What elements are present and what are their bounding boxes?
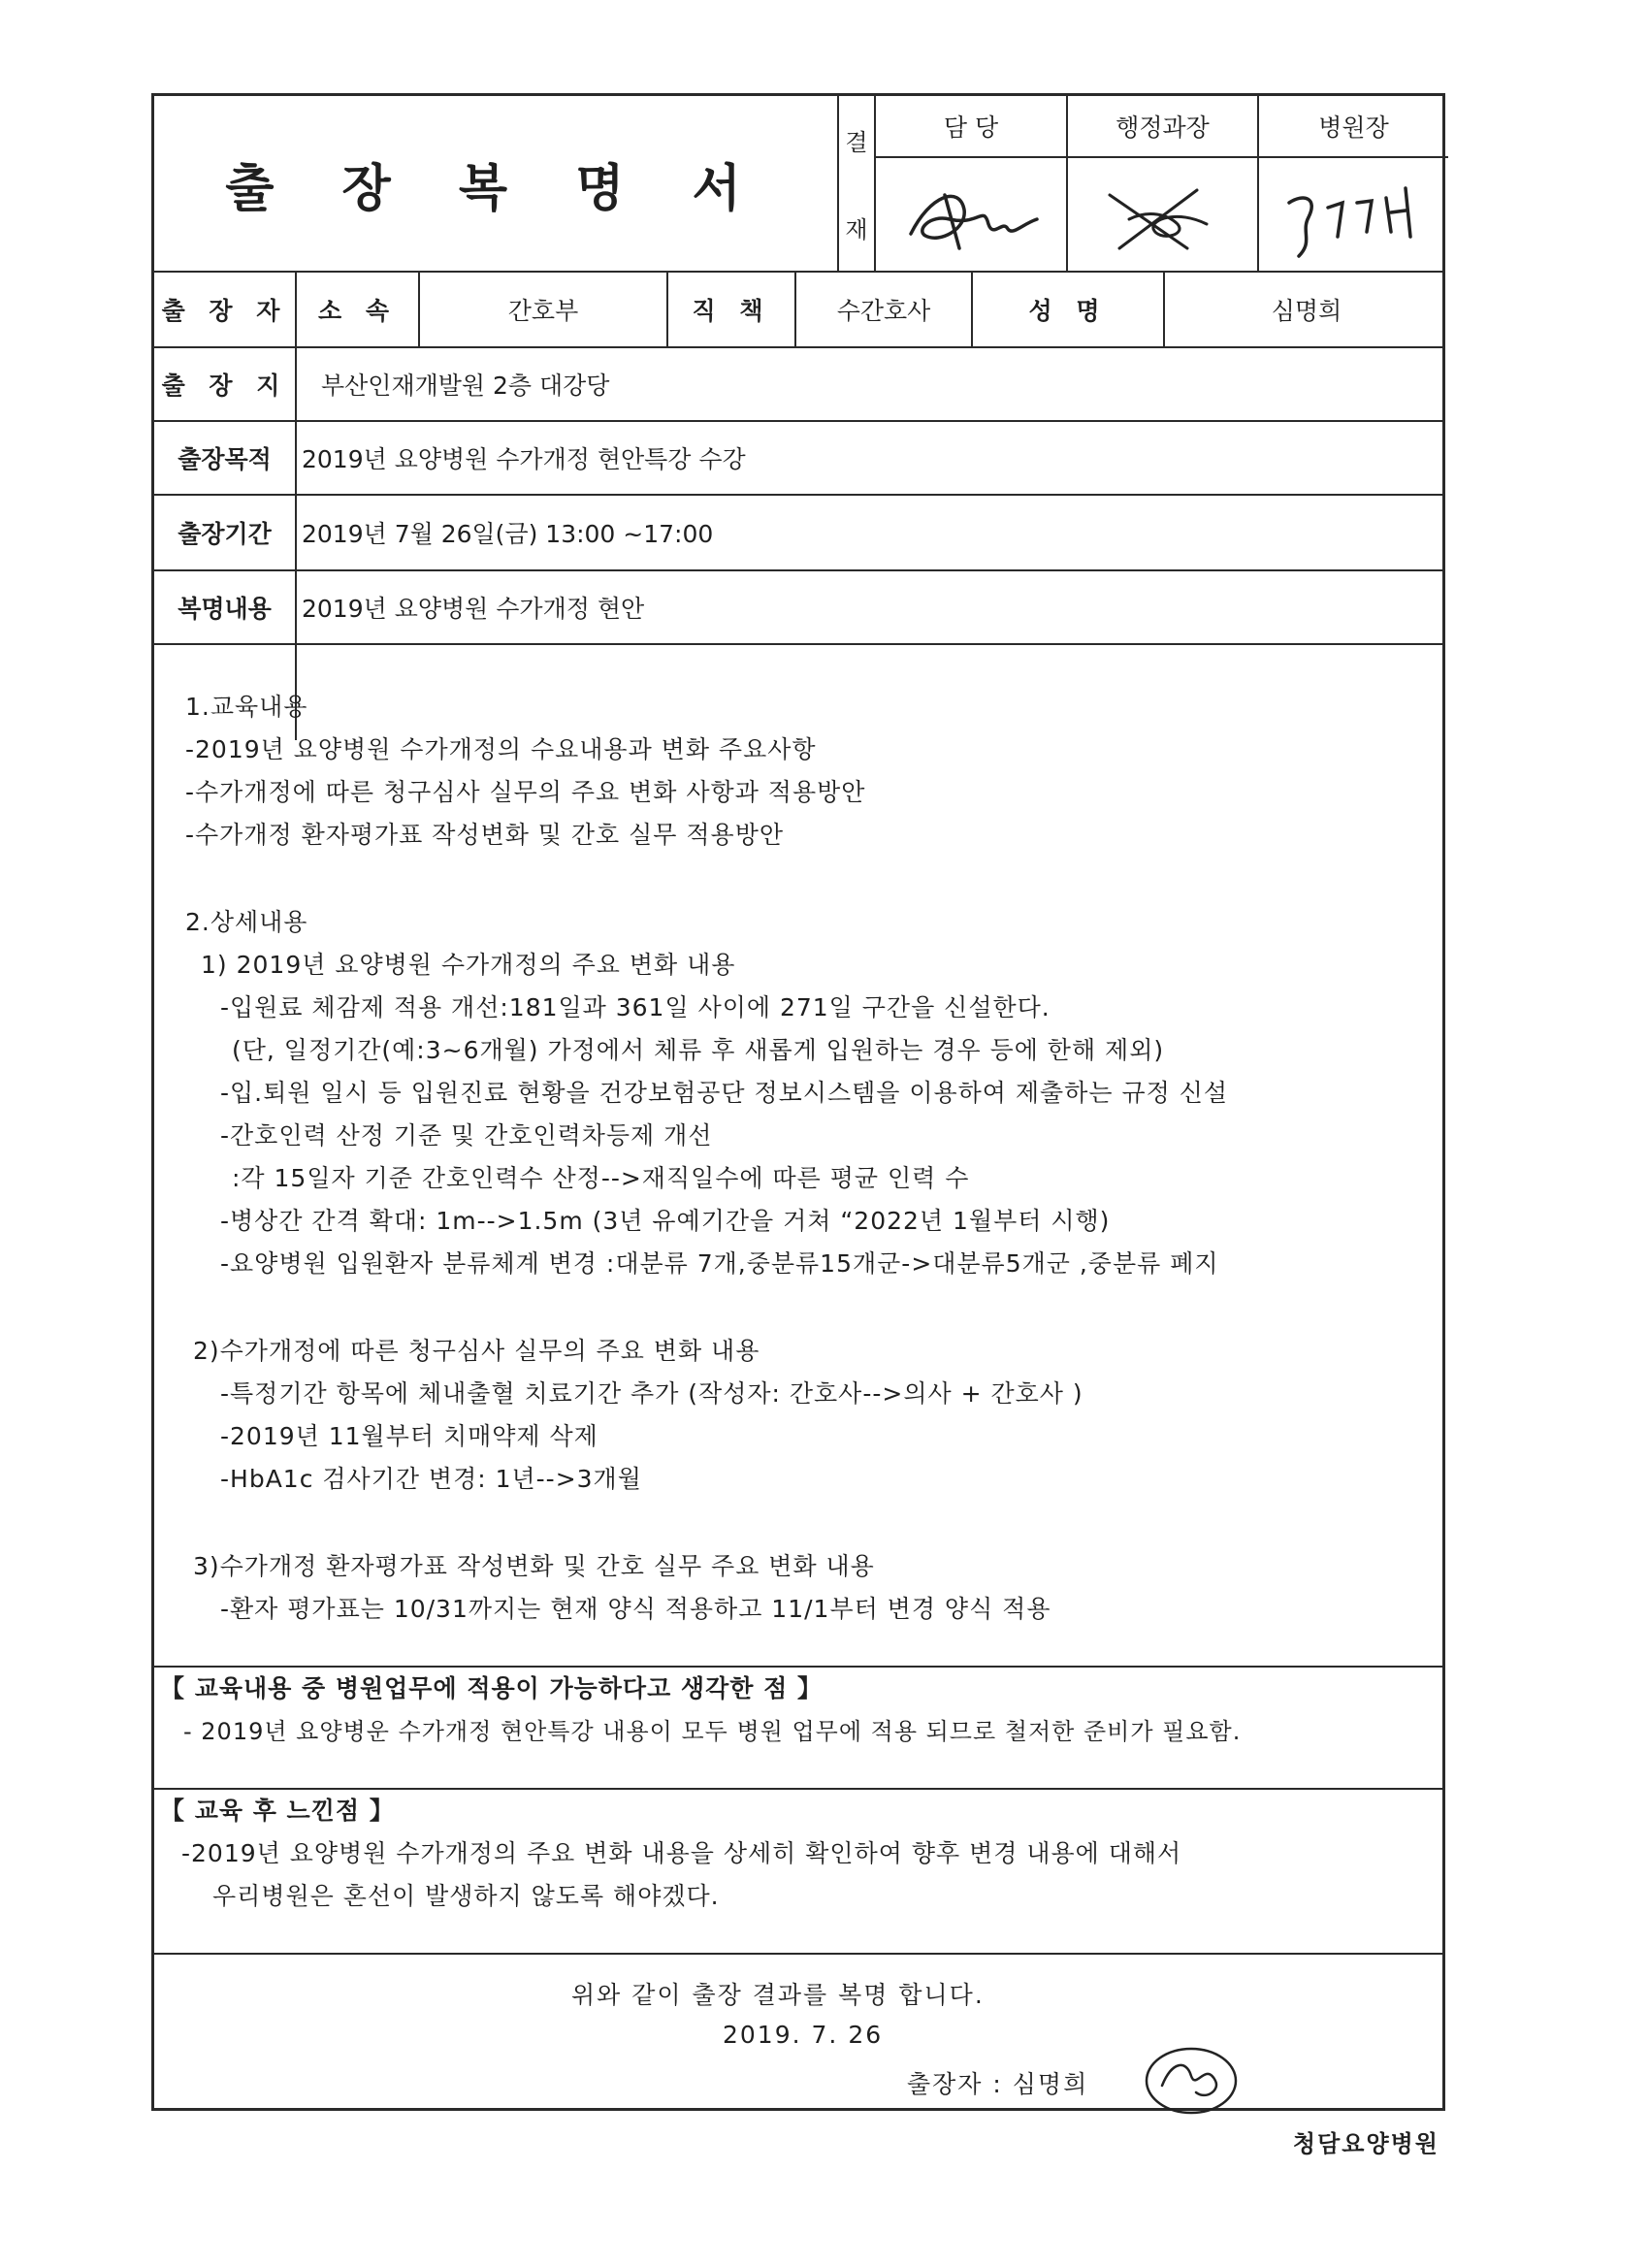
divider	[874, 156, 1448, 158]
content-line: -입.퇴원 일시 등 입원진료 현황을 건강보험공단 정보시스템을 이용하여 제출하는 규정 신설	[220, 1079, 1228, 1107]
impressions-line: 우리병원은 혼선이 발생하지 않도록 해야겠다.	[212, 1882, 720, 1910]
content-line: -HbA1c 검사기간 변경: 1년-->3개월	[220, 1465, 642, 1493]
content-line: (단, 일정기간(예:3~6개월) 가정에서 체류 후 새롭게 입원하는 경우 등에 한해 제외)	[232, 1036, 1165, 1064]
report-value: 2019년 요양병원 수가개정 현안	[302, 595, 645, 623]
applicable-heading: 【 교육내용 중 병원업무에 적용이 가능하다고 생각한 점 】	[160, 1674, 823, 1702]
divider	[154, 1666, 1442, 1668]
footer-statement: 위와 같이 출장 결과를 복명 합니다.	[571, 1981, 985, 2009]
signature-director	[1270, 164, 1439, 266]
signer-stamp	[1138, 2042, 1245, 2120]
approval-label-top: 결	[845, 128, 868, 156]
content-line: -수가개정에 따른 청구심사 실무의 주요 변화 사항과 적용방안	[185, 778, 866, 806]
destination-label: 출 장 지	[161, 372, 288, 400]
divider	[154, 1953, 1442, 1955]
approval-label-bottom: 재	[845, 215, 868, 243]
content-line: -수가개정 환자평가표 작성변화 및 간호 실무 적용방안	[185, 821, 785, 849]
traveler-label: 출 장 자	[161, 297, 288, 325]
impressions-line: -2019년 요양병원 수가개정의 주요 변화 내용을 상세히 확인하여 향후 변경 내용에 대해서	[181, 1839, 1182, 1867]
footer-signer: 출장자 : 심명희	[907, 2070, 1089, 2098]
content-line: -요양병원 입원환자 분류체계 변경 :대분류 7개,중분류15개군->대분류5개군 ,중분류 폐지	[220, 1249, 1219, 1278]
approval-col-admin-manager: 행정과장	[1116, 113, 1210, 142]
divider	[154, 643, 1442, 645]
content-line: -2019년 11월부터 치매약제 삭제	[220, 1422, 598, 1450]
content-line: -특정기간 항목에 체내출혈 치료기간 추가 (작성자: 간호사-->의사 + 간호사 )	[220, 1379, 1083, 1408]
content-line: 1.교육내용	[185, 693, 308, 721]
hospital-name: 청담요양병원	[1292, 2130, 1439, 2157]
footer-date: 2019. 7. 26	[723, 2021, 884, 2049]
content-line: 2.상세내용	[185, 908, 308, 936]
dept-label: 소 속	[317, 297, 397, 325]
content-line: -환자 평가표는 10/31까지는 현재 양식 적용하고 11/1부터 변경 양식 적용	[220, 1595, 1051, 1623]
impressions-heading: 【 교육 후 느낀점 】	[160, 1797, 395, 1825]
purpose-value: 2019년 요양병원 수가개정 현안특강 수강	[302, 445, 746, 473]
position-label: 직 책	[692, 297, 771, 325]
period-label: 출장기간	[178, 520, 272, 548]
divider	[154, 1788, 1442, 1790]
content-line: 2)수가개정에 따른 청구심사 실무의 주요 변화 내용	[193, 1337, 760, 1365]
content-line: 1) 2019년 요양병원 수가개정의 주요 변화 내용	[201, 951, 736, 979]
page-title: 출 장 복 명 서	[225, 159, 766, 218]
destination-value: 부산인재개발원 2층 대강당	[321, 372, 610, 400]
signature-admin-manager	[1081, 166, 1245, 263]
content-line: :각 15일자 기준 간호인력수 산정-->재직일수에 따른 평균 인력 수	[232, 1164, 970, 1192]
approval-col-director: 병원장	[1318, 113, 1389, 142]
report-label: 복명내용	[178, 595, 272, 623]
name-label: 성 명	[1028, 297, 1108, 325]
name-value: 심명희	[1271, 297, 1342, 325]
content-line: -입원료 체감제 적용 개선:181일과 361일 사이에 271일 구간을 신설한다.	[220, 993, 1051, 1021]
content-line: 3)수가개정 환자평가표 작성변화 및 간호 실무 주요 변화 내용	[193, 1552, 875, 1580]
content-line: -병상간 간격 확대: 1m-->1.5m (3년 유예기간을 거쳐 “2022년 1월부터 시행)	[220, 1207, 1111, 1235]
approval-col-staff: 담 당	[943, 113, 999, 142]
period-value: 2019년 7월 26일(금) 13:00 ~17:00	[302, 520, 714, 548]
applicable-text: - 2019년 요양병운 수가개정 현안특강 내용이 모두 병원 업무에 적용 되므로 철저한 준비가 필요함.	[183, 1718, 1242, 1745]
position-value: 수간호사	[836, 297, 931, 325]
report-form	[151, 93, 1445, 2111]
dept-value: 간호부	[507, 297, 579, 325]
content-line: -간호인력 산정 기준 및 간호인력차등제 개선	[220, 1121, 713, 1150]
purpose-label: 출장목적	[178, 445, 272, 473]
content-line: -2019년 요양병원 수가개정의 수요내용과 변화 주요사항	[185, 735, 817, 763]
signature-staff	[891, 166, 1056, 263]
